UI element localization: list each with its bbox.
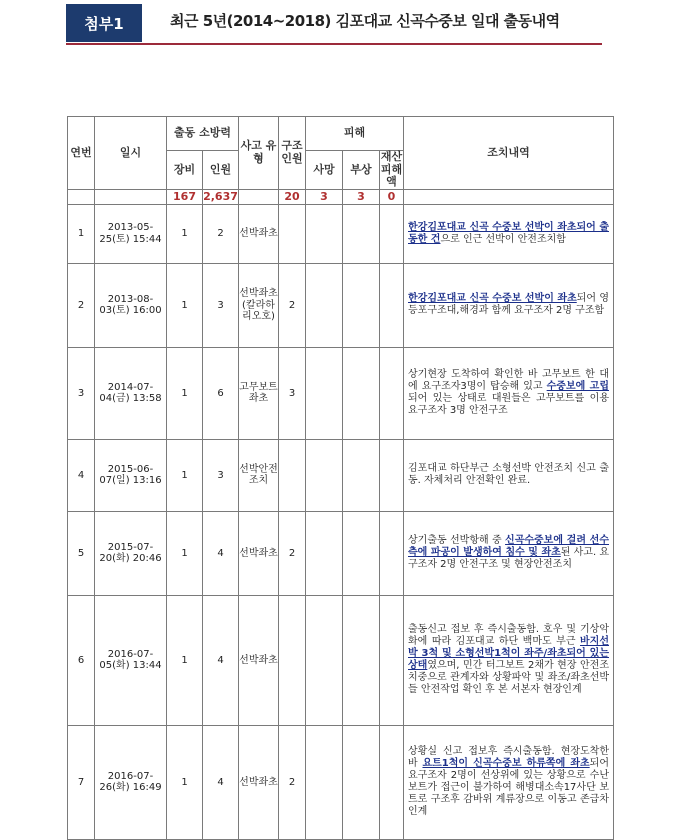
row-action-highlight: 요트1척이 신곡수중보 하류쪽에 좌초 bbox=[422, 758, 590, 770]
row-action-pre: 상기출동 선박항해 중 bbox=[408, 535, 506, 547]
row-type: 선박안전조치 bbox=[239, 439, 279, 511]
row-rescued: 2 bbox=[279, 725, 306, 839]
row-no: 6 bbox=[68, 595, 95, 725]
col-action-header: 조치내역 bbox=[404, 117, 614, 190]
row-personnel: 2 bbox=[203, 204, 239, 263]
row-date: 2013-05-25(토) 15:44 bbox=[95, 204, 167, 263]
col-damage-header: 피해 bbox=[306, 117, 404, 151]
row-personnel: 6 bbox=[203, 347, 239, 439]
total-personnel: 2,637 bbox=[203, 189, 238, 203]
row-action-text: 되어 있는 상태로 대원들은 고무보트를 이용 요구조자 3명 안전구조 bbox=[408, 393, 609, 417]
col-personnel-header: 인원 bbox=[203, 151, 239, 190]
total-property: 0 bbox=[380, 189, 404, 204]
row-action-text: 되어 영등포구조대,해경과 함께 요구조자 2명 구조함 bbox=[408, 293, 609, 317]
total-injury: 3 bbox=[343, 189, 380, 204]
table-row bbox=[68, 263, 614, 347]
row-action bbox=[404, 439, 614, 511]
row-action-text: 되어 요구조자 2명이 선상위에 있는 상황으로 수난보트가 접근이 불가하여 해병대소속17사단 보트로 구조후 감바위 계류장으로 이동고 존급차인계 bbox=[408, 758, 609, 818]
row-equipment: 1 bbox=[167, 347, 203, 439]
row-type: 선박좌초 bbox=[239, 595, 279, 725]
row-action-pre: 출동신고 접보 후 즉시출동함. 호우 및 기상악화에 따라 김포대교 하단 백마도 부근 bbox=[408, 624, 609, 648]
col-injury-header: 부상 bbox=[343, 151, 380, 190]
row-action-highlight: 바지선박 3척 및 소형선박1척이 좌주/좌초되어 있는 상태 bbox=[408, 636, 609, 672]
row-rescued bbox=[279, 204, 306, 263]
row-equipment: 1 bbox=[167, 204, 203, 263]
attachment-badge: 첨부1 bbox=[66, 4, 142, 42]
row-action-pre: 상황실 신고 접보후 즉시출동함. 현장도착한 바 bbox=[408, 746, 609, 770]
row-no: 4 bbox=[68, 439, 95, 511]
row-date: 2014-07-04(금) 13:58 bbox=[95, 347, 167, 439]
title-divider bbox=[66, 43, 602, 45]
row-type: 고무보트좌초 bbox=[239, 347, 279, 439]
col-no-header: 연번 bbox=[68, 117, 95, 190]
table-row bbox=[68, 439, 614, 511]
row-action bbox=[404, 511, 614, 595]
col-type-header: 사고 유형 bbox=[239, 117, 279, 190]
row-action-text: 된 사고. 요구조자 2명 안전구조 및 현장안전조치 bbox=[408, 547, 609, 571]
row-action-highlight: 한강김포대교 신곡 수중보 선박이 좌초되어 출동한 건 bbox=[408, 221, 609, 245]
row-no: 3 bbox=[68, 347, 95, 439]
col-death-header: 사망 bbox=[306, 151, 343, 190]
row-rescued bbox=[279, 595, 306, 725]
row-equipment: 1 bbox=[167, 595, 203, 725]
row-action-text: 였으며, 민간 터그보트 2채가 현장 안전조치중으로 관계자와 상황파악 및 좌조/좌초선박들 안전작업 확인 후 본 서본자 현장인계 bbox=[408, 660, 609, 696]
table-row bbox=[68, 511, 614, 595]
row-equipment: 1 bbox=[167, 725, 203, 839]
col-property-header: 재산 피해액 bbox=[380, 150, 403, 189]
row-rescued: 2 bbox=[279, 263, 306, 347]
row-date: 2013-08-03(토) 16:00 bbox=[95, 263, 167, 347]
row-action-highlight: 한강김포대교 신곡 수중보 선박이 좌초 bbox=[408, 293, 577, 305]
totals-row bbox=[68, 189, 614, 204]
row-personnel: 3 bbox=[203, 439, 239, 511]
page-title: 최근 5년(2014~2018) 김포대교 신곡수중보 일대 출동내역 bbox=[170, 12, 560, 30]
row-action-pre: 상기현장 도착하여 확인한 바 고무보트 한 대에 요구조자3명이 탑승해 있고 bbox=[408, 369, 609, 393]
row-equipment: 1 bbox=[167, 439, 203, 511]
row-action-text: 김포대교 하단부근 소형선박 안전조치 신고 출동. 자체처리 안전확인 완료. bbox=[408, 463, 609, 487]
col-rescued-header: 구조 인원 bbox=[279, 117, 306, 190]
row-action bbox=[404, 263, 614, 347]
total-death: 3 bbox=[306, 189, 343, 204]
row-action-highlight: 신곡수중보에 걸려 선수측에 파공이 발생하여 침수 및 좌초 bbox=[408, 535, 609, 559]
row-action bbox=[404, 204, 614, 263]
row-action-text: 으로 인근 선박이 안전조치함 bbox=[440, 233, 566, 245]
row-rescued bbox=[279, 439, 306, 511]
row-date: 2016-07-26(화) 16:49 bbox=[95, 725, 167, 839]
row-equipment: 1 bbox=[167, 263, 203, 347]
row-type: 선박좌초(칼라하리오호) bbox=[239, 263, 279, 347]
total-equipment: 167 bbox=[167, 189, 203, 204]
row-date: 2015-07-20(화) 20:46 bbox=[95, 511, 167, 595]
row-personnel: 3 bbox=[203, 263, 239, 347]
table-row bbox=[68, 204, 614, 263]
row-equipment: 1 bbox=[167, 511, 203, 595]
table-row bbox=[68, 347, 614, 439]
row-action-highlight: 수중보에 고립 bbox=[546, 381, 609, 393]
row-action bbox=[404, 595, 614, 725]
row-personnel: 4 bbox=[203, 511, 239, 595]
row-date: 2015-06-07(일) 13:16 bbox=[95, 439, 167, 511]
row-personnel: 4 bbox=[203, 725, 239, 839]
row-no: 1 bbox=[68, 204, 95, 263]
table-row bbox=[68, 725, 614, 839]
row-rescued: 3 bbox=[279, 347, 306, 439]
row-type: 선박좌초 bbox=[239, 725, 279, 839]
col-equipment-header: 장비 bbox=[167, 151, 203, 190]
col-dispatch-header: 출동 소방력 bbox=[167, 117, 239, 151]
col-date-header: 일시 bbox=[95, 117, 167, 190]
row-no: 5 bbox=[68, 511, 95, 595]
row-rescued: 2 bbox=[279, 511, 306, 595]
row-personnel: 4 bbox=[203, 595, 239, 725]
table-row bbox=[68, 595, 614, 725]
row-type: 선박좌초 bbox=[239, 204, 279, 263]
total-rescued: 20 bbox=[279, 189, 306, 204]
row-date: 2016-07-05(화) 13:44 bbox=[95, 595, 167, 725]
row-action bbox=[404, 725, 614, 839]
row-action bbox=[404, 347, 614, 439]
dispatch-table bbox=[67, 116, 614, 840]
row-no: 2 bbox=[68, 263, 95, 347]
row-no: 7 bbox=[68, 725, 95, 839]
row-type: 선박좌초 bbox=[239, 511, 279, 595]
